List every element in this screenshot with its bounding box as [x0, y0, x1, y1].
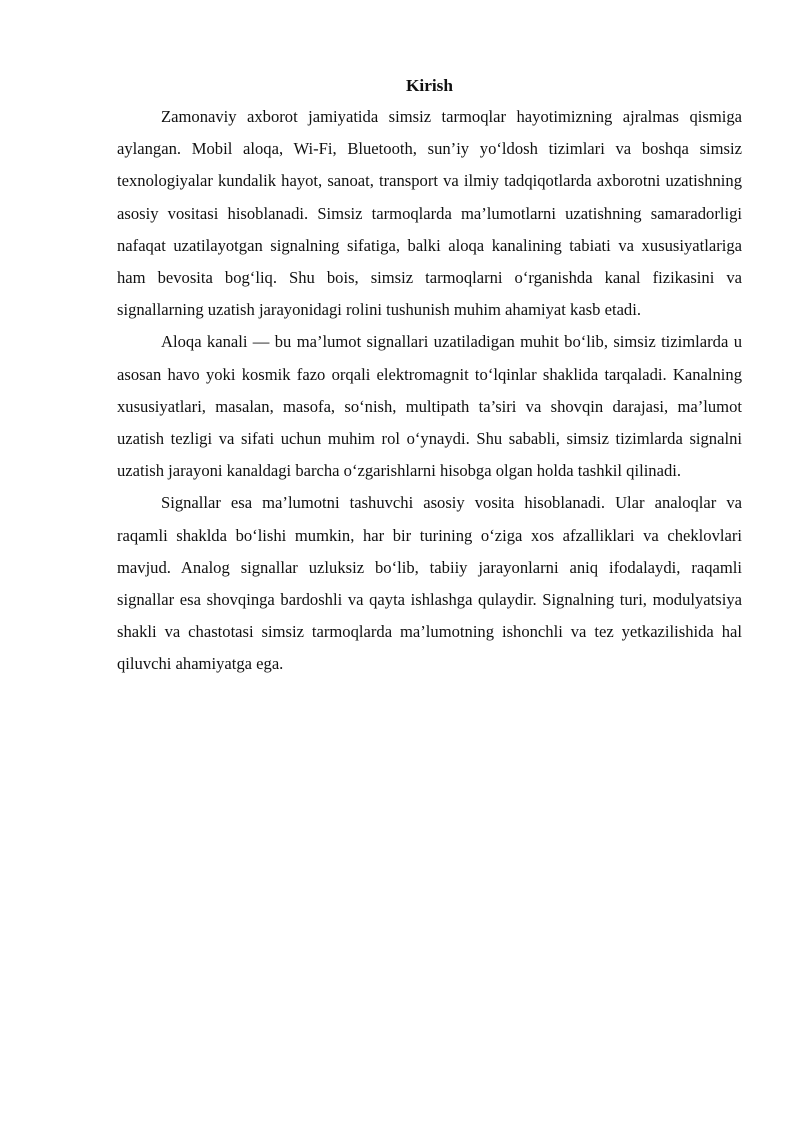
paragraph-1: Zamonaviy axborot jamiyatida simsiz tarmoqlar hayotimizning ajralmas qismiga aylangan. Mobil aloqa, Wi-Fi, Bluetooth, sun’iy yo‘ldosh tizimlari va boshqa simsiz texnologiyalar kundalik hayot, sanoat, transport va ilmiy tadqiqotlarda axborotni uzatishning asosiy vositasi hisoblanadi. Simsiz tarmoqlarda ma’lumotlarni uzatishning samaradorligi nafaqat uzatilayotgan signalning sifatiga, balki aloqa kanalining tabiati va xususiyatlariga ham bevosita bog‘liq. Shu bois, simsiz tarmoqlarni o‘rganishda kanal fizikasini va signallarning uzatish jarayonidagi rolini tushunish muhim ahamiyat kasb etadi. — [117, 107, 742, 320]
page-content — [117, 74, 742, 681]
paragraph-3: Signallar esa ma’lumotni tashuvchi asosiy vosita hisoblanadi. Ular analoqlar va raqamli shaklda bo‘lishi mumkin, har bir turining o‘ziga xos afzalliklari va cheklovlari mavjud. Analog signallar uzluksiz bo‘lib, tabiiy jarayonlarni aniq ifodalaydi, raqamli signallar esa shovqinga bardoshli va qayta ishlashga qulaydir. Signalning turi, modulyatsiya shakli va chastotasi simsiz tarmoqlarda ma’lumotning ishonchli va tez yetkazilishida hal qiluvchi ahamiyatga ega. — [117, 493, 742, 674]
paragraph-2: Aloqa kanali — bu ma’lumot signallari uzatiladigan muhit bo‘lib, simsiz tizimlarda u asosan havo yoki kosmik fazo orqali elektromagnit to‘lqinlar shaklida tarqaladi. Kanalning xususiyatlari, masalan, masofa, so‘nish, multipath ta’siri va shovqin darajasi, ma’lumot uzatish tezligi va sifati uchun muhim rol o‘ynaydi. Shu sababli, simsiz tizimlarda signalni uzatish jarayoni kanaldagi barcha o‘zgarishlarni hisobga olgan holda tashkil qilinadi. — [117, 332, 742, 481]
page-title: Kirish — [405, 76, 454, 95]
